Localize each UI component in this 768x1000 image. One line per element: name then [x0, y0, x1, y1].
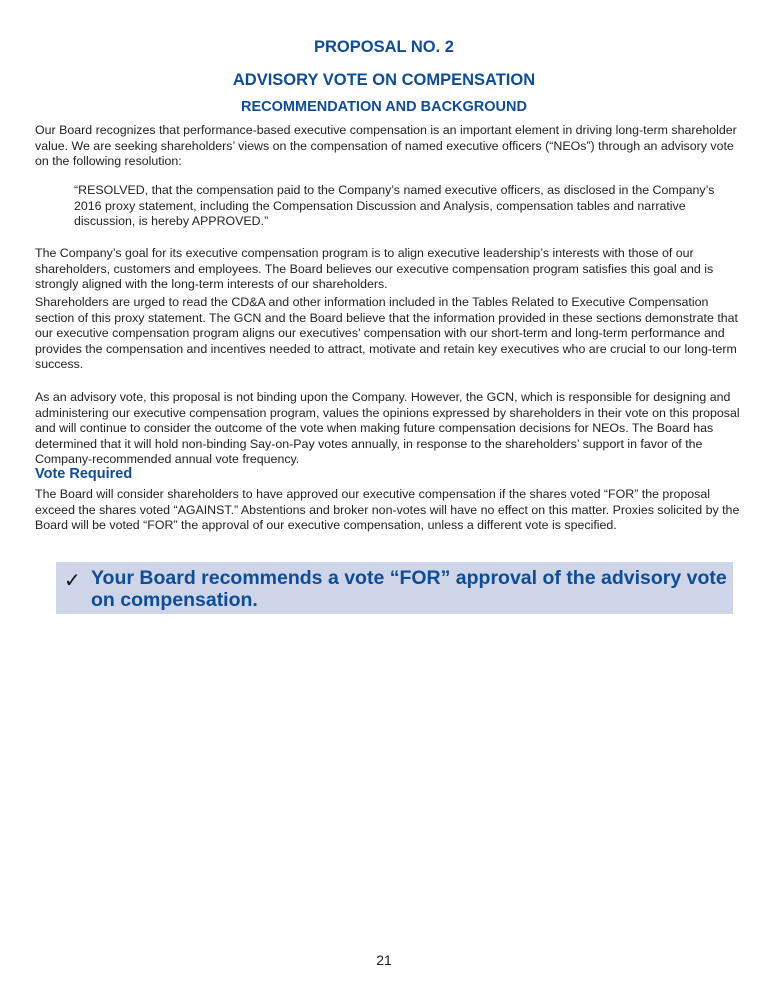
checkmark-icon: ✓ — [64, 568, 81, 592]
page-number: 21 — [376, 952, 392, 968]
resolution-quote: “RESOLVED, that the compensation paid to the Company’s named executive officers, as disclosed in the Company’s 2016 proxy statement, including the Compensation Discussion and Analysis, compensation tables and narrative discussion, is hereby APPROVED.” — [74, 183, 715, 229]
proposal-number-heading: PROPOSAL NO. 2 — [314, 38, 454, 56]
vote-required-paragraph: The Board will consider shareholders to have approved our executive compensation if the shares voted “FOR” the proposal exceed the shares voted “AGAINST.” Abstentions and broker non-votes will have no effect on this matter. Proxies solicited by the Board will be voted “FOR” the approval of our executive compensation, unless a different vote is specified. — [35, 487, 740, 533]
section-subtitle: RECOMMENDATION AND BACKGROUND — [241, 99, 527, 115]
page-title: ADVISORY VOTE ON COMPENSATION — [232, 71, 536, 89]
advisory-paragraph: As an advisory vote, this proposal is not binding upon the Company. However, the GCN, which is responsible for designing and administering our executive compensation program, values the opinions expressed by shareholders in their vote on this proposal and will continue to consider the outcome of the vote when making future compensation decisions for NEOs. The Board has determined that it will hold non-binding Say-on-Pay votes annually, in response to the shareholders’ support in favor of the Company-recommended annual vote frequency. — [35, 390, 740, 467]
vote-required-heading: Vote Required — [35, 466, 133, 482]
recommendation-text: Your Board recommends a vote “FOR” approval of the advisory vote on compensation. — [91, 567, 727, 611]
urge-paragraph: Shareholders are urged to read the CD&A and other information included in the Tables Related to Executive Compensation section of this proxy statement. The GCN and the Board believe that the information provided in these sections demonstrate that our executive compensation program aligns our executives’ compensation with our short-term and long-term performance and provides the compensation and incentives needed to attract, motivate and retain key executives who are crucial to our long-term success. — [35, 295, 738, 372]
intro-paragraph: Our Board recognizes that performance-based executive compensation is an important element in driving long-term shareholder value. We are seeking shareholders’ views on the compensation of named executive officers (“NEOs”) through an advisory vote on the following resolution: — [35, 123, 737, 169]
recommendation-callout — [56, 562, 733, 614]
goal-paragraph: The Company’s goal for its executive compensation program is to align executive leadership’s interests with those of our shareholders, customers and employees. The Board believes our executive compensation program satisfies this goal and is strongly aligned with the long-term interests of our shareholders. — [35, 246, 714, 292]
